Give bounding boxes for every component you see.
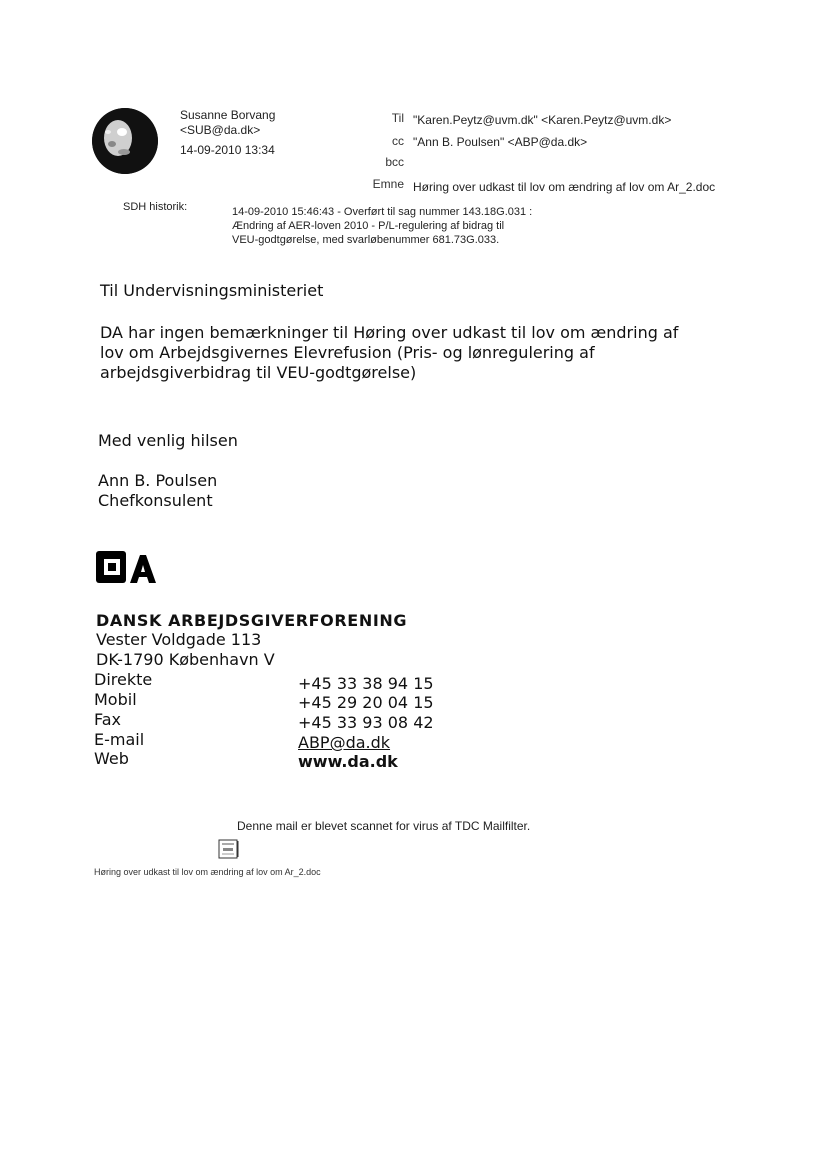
body-paragraph-line: lov om Arbejdsgivernes Elevrefusion (Pris- og lønregulering af bbox=[100, 343, 595, 362]
subject-value: Høring over udkast til lov om ændring af lov om Ar_2.doc bbox=[413, 180, 716, 194]
history-line: Ændring af AER-loven 2010 - P/L-regulering af bidrag til bbox=[232, 220, 505, 232]
sender-avatar bbox=[92, 108, 158, 174]
contact-value-fax: +45 33 93 08 42 bbox=[298, 713, 434, 732]
history-label: SDH historik: bbox=[123, 201, 188, 213]
subject-label: Emne bbox=[372, 177, 404, 191]
contact-value-mobil: +45 29 20 04 15 bbox=[298, 693, 434, 712]
to-label: Til bbox=[391, 111, 404, 125]
organization-name: DANSK ARBEJDSGIVERFORENING bbox=[96, 611, 408, 630]
body-paragraph-line: DA har ingen bemærkninger til Høring over udkast til lov om ændring af bbox=[100, 323, 679, 342]
closing: Med venlig hilsen bbox=[98, 431, 238, 450]
cc-value[interactable]: "Ann B. Poulsen" <ABP@da.dk> bbox=[413, 135, 588, 149]
cc-label: cc bbox=[392, 134, 404, 148]
body-paragraph-line: arbejdsgiverbidrag til VEU-godtgørelse) bbox=[100, 363, 417, 382]
signer-name: Ann B. Poulsen bbox=[98, 471, 218, 490]
signer-title: Chefkonsulent bbox=[98, 491, 213, 510]
website-link[interactable]: www.da.dk bbox=[298, 752, 398, 771]
contact-email-link[interactable]: ABP@da.dk bbox=[298, 733, 391, 752]
history-line: 14-09-2010 15:46:43 - Overført til sag nummer 143.18G.031 : bbox=[232, 206, 533, 218]
contact-value-direkte: +45 33 38 94 15 bbox=[298, 674, 434, 693]
greeting: Til Undervisningsministeriet bbox=[100, 281, 324, 300]
sent-time: 14-09-2010 13:34 bbox=[180, 143, 275, 157]
contact-label-direkte: Direkte bbox=[94, 670, 153, 689]
contact-label-fax: Fax bbox=[94, 710, 122, 729]
sender-name: Susanne Borvang bbox=[180, 108, 276, 122]
attachment-doc-icon[interactable] bbox=[218, 838, 240, 860]
contact-label-mobil: Mobil bbox=[94, 690, 137, 709]
address-line-1: Vester Voldgade 113 bbox=[96, 630, 262, 649]
to-value[interactable]: "Karen.Peytz@uvm.dk" <Karen.Peytz@uvm.dk> bbox=[413, 113, 672, 127]
contact-label-web: Web bbox=[94, 749, 129, 768]
attachment-filename[interactable]: Høring over udkast til lov om ændring af lov om Ar_2.doc bbox=[94, 867, 321, 877]
da-logo bbox=[96, 549, 160, 590]
address-line-2: DK-1790 København V bbox=[96, 650, 275, 669]
bcc-label: bcc bbox=[385, 155, 404, 169]
virus-notice: Denne mail er blevet scannet for virus af TDC Mailfilter. bbox=[237, 819, 531, 833]
sender-email[interactable]: <SUB@da.dk> bbox=[180, 123, 261, 137]
history-line: VEU-godtgørelse, med svarløbenummer 681.73G.033. bbox=[232, 234, 500, 246]
contact-label-email: E-mail bbox=[94, 730, 145, 749]
